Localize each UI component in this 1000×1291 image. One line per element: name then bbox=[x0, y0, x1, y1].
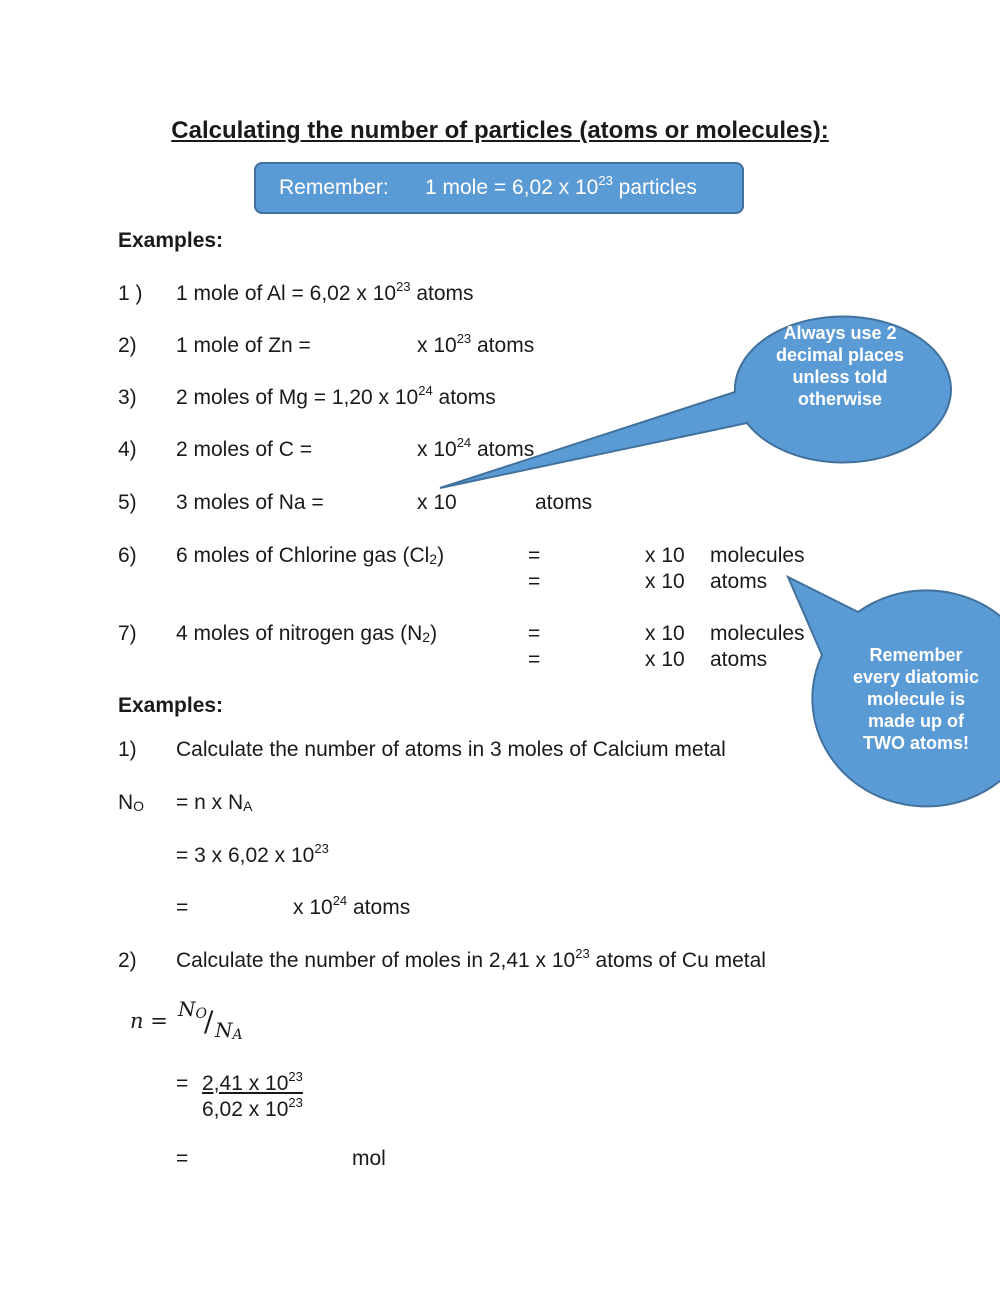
example-4-answer: x $10^{24}$ atoms bbox=[417, 435, 535, 461]
example-5-unit: atoms bbox=[535, 491, 593, 514]
example-6-equals-1: = bbox=[528, 544, 541, 567]
example-6-lhs: 6 moles of Chlorine gas $(Cl_2)$ bbox=[176, 544, 445, 567]
q1-step-1: = 3 x 6,02 x $10^{23}$ bbox=[176, 841, 329, 867]
q2-result-unit: mol bbox=[352, 1147, 386, 1170]
q2-fraction-top: 2,41 x $10^{23}$ bbox=[202, 1069, 303, 1095]
question-1-text: Calculate the number of atoms in 3 moles of Calcium metal bbox=[176, 738, 726, 761]
diatomic-callout-text: Remember every diatomic molecule is made up of TWO atoms! bbox=[852, 645, 980, 753]
q2-formula-slash: / bbox=[204, 1005, 214, 1038]
q2-formula-numerator: $N_O$ bbox=[178, 997, 207, 1022]
q2-formula-denominator: $N_A$ bbox=[215, 1018, 243, 1043]
example-6-number: 6) bbox=[118, 544, 137, 567]
page-title: Calculating the number of particles (atoms or molecules): bbox=[171, 117, 829, 144]
example-6-unit-2: atoms bbox=[710, 570, 768, 593]
example-6-x10-1: x 10 bbox=[645, 544, 685, 567]
q1-formula-rhs: = n x $N_A$ bbox=[176, 791, 253, 814]
remember-label: Remember: bbox=[279, 176, 389, 199]
example-5-lhs: 3 moles of Na = bbox=[176, 491, 324, 514]
example-3-text: 2 moles of Mg = 1,20 x $10^{24}$ atoms bbox=[176, 383, 496, 409]
q2-fraction-equals: = bbox=[176, 1072, 189, 1095]
example-7-unit-1: molecules bbox=[710, 622, 805, 645]
example-2-number: 2) bbox=[118, 334, 137, 357]
example-4-lhs: 2 moles of C = bbox=[176, 438, 312, 461]
examples-heading-1: Examples: bbox=[118, 229, 224, 252]
example-6-unit-1: molecules bbox=[710, 544, 805, 567]
example-7-lhs: 4 moles of nitrogen gas $(N_2)$ bbox=[176, 622, 438, 645]
example-7-unit-2: atoms bbox=[710, 648, 768, 671]
question-1-number: 1) bbox=[118, 738, 137, 761]
remember-equation: 1 mole = 6,02 x $10^{23}$ particles bbox=[425, 173, 697, 199]
example-2-answer: x $10^{23}$ atoms bbox=[417, 331, 535, 357]
example-7-x10-1: x 10 bbox=[645, 622, 685, 645]
decimal-callout-text: Always use 2 decimal places unless told otherwise bbox=[775, 323, 905, 409]
example-1-text: 1 mole of Al = 6,02 x $10^{23}$ atoms bbox=[176, 279, 474, 305]
example-2-lhs: 1 mole of Zn = bbox=[176, 334, 311, 357]
example-6-equals-2: = bbox=[528, 570, 541, 593]
examples-heading-2: Examples: bbox=[118, 694, 224, 717]
question-2-number: 2) bbox=[118, 949, 137, 972]
example-5-number: 5) bbox=[118, 491, 137, 514]
example-5-mid: x 10 bbox=[417, 491, 457, 514]
example-7-equals-1: = bbox=[528, 622, 541, 645]
example-7-equals-2: = bbox=[528, 648, 541, 671]
question-2-text: Calculate the number of moles in 2,41 x $10^{23}$ atoms of Cu metal bbox=[176, 946, 766, 972]
q1-step-2-answer: x $10^{24}$ atoms bbox=[293, 893, 411, 919]
q2-fraction-bottom: 6,02 x $10^{23}$ bbox=[202, 1095, 303, 1121]
example-4-number: 4) bbox=[118, 438, 137, 461]
example-7-x10-2: x 10 bbox=[645, 648, 685, 671]
remember-box bbox=[254, 162, 744, 214]
example-6-x10-2: x 10 bbox=[645, 570, 685, 593]
q1-step-2-equals: = bbox=[176, 896, 189, 919]
example-3-number: 3) bbox=[118, 386, 137, 409]
q1-formula-lhs: $N_O$ bbox=[118, 791, 145, 814]
example-7-number: 7) bbox=[118, 622, 137, 645]
q2-formula-n: n = bbox=[130, 1009, 168, 1033]
example-1-number: 1 ) bbox=[118, 282, 143, 305]
q2-result-equals: = bbox=[176, 1147, 189, 1170]
